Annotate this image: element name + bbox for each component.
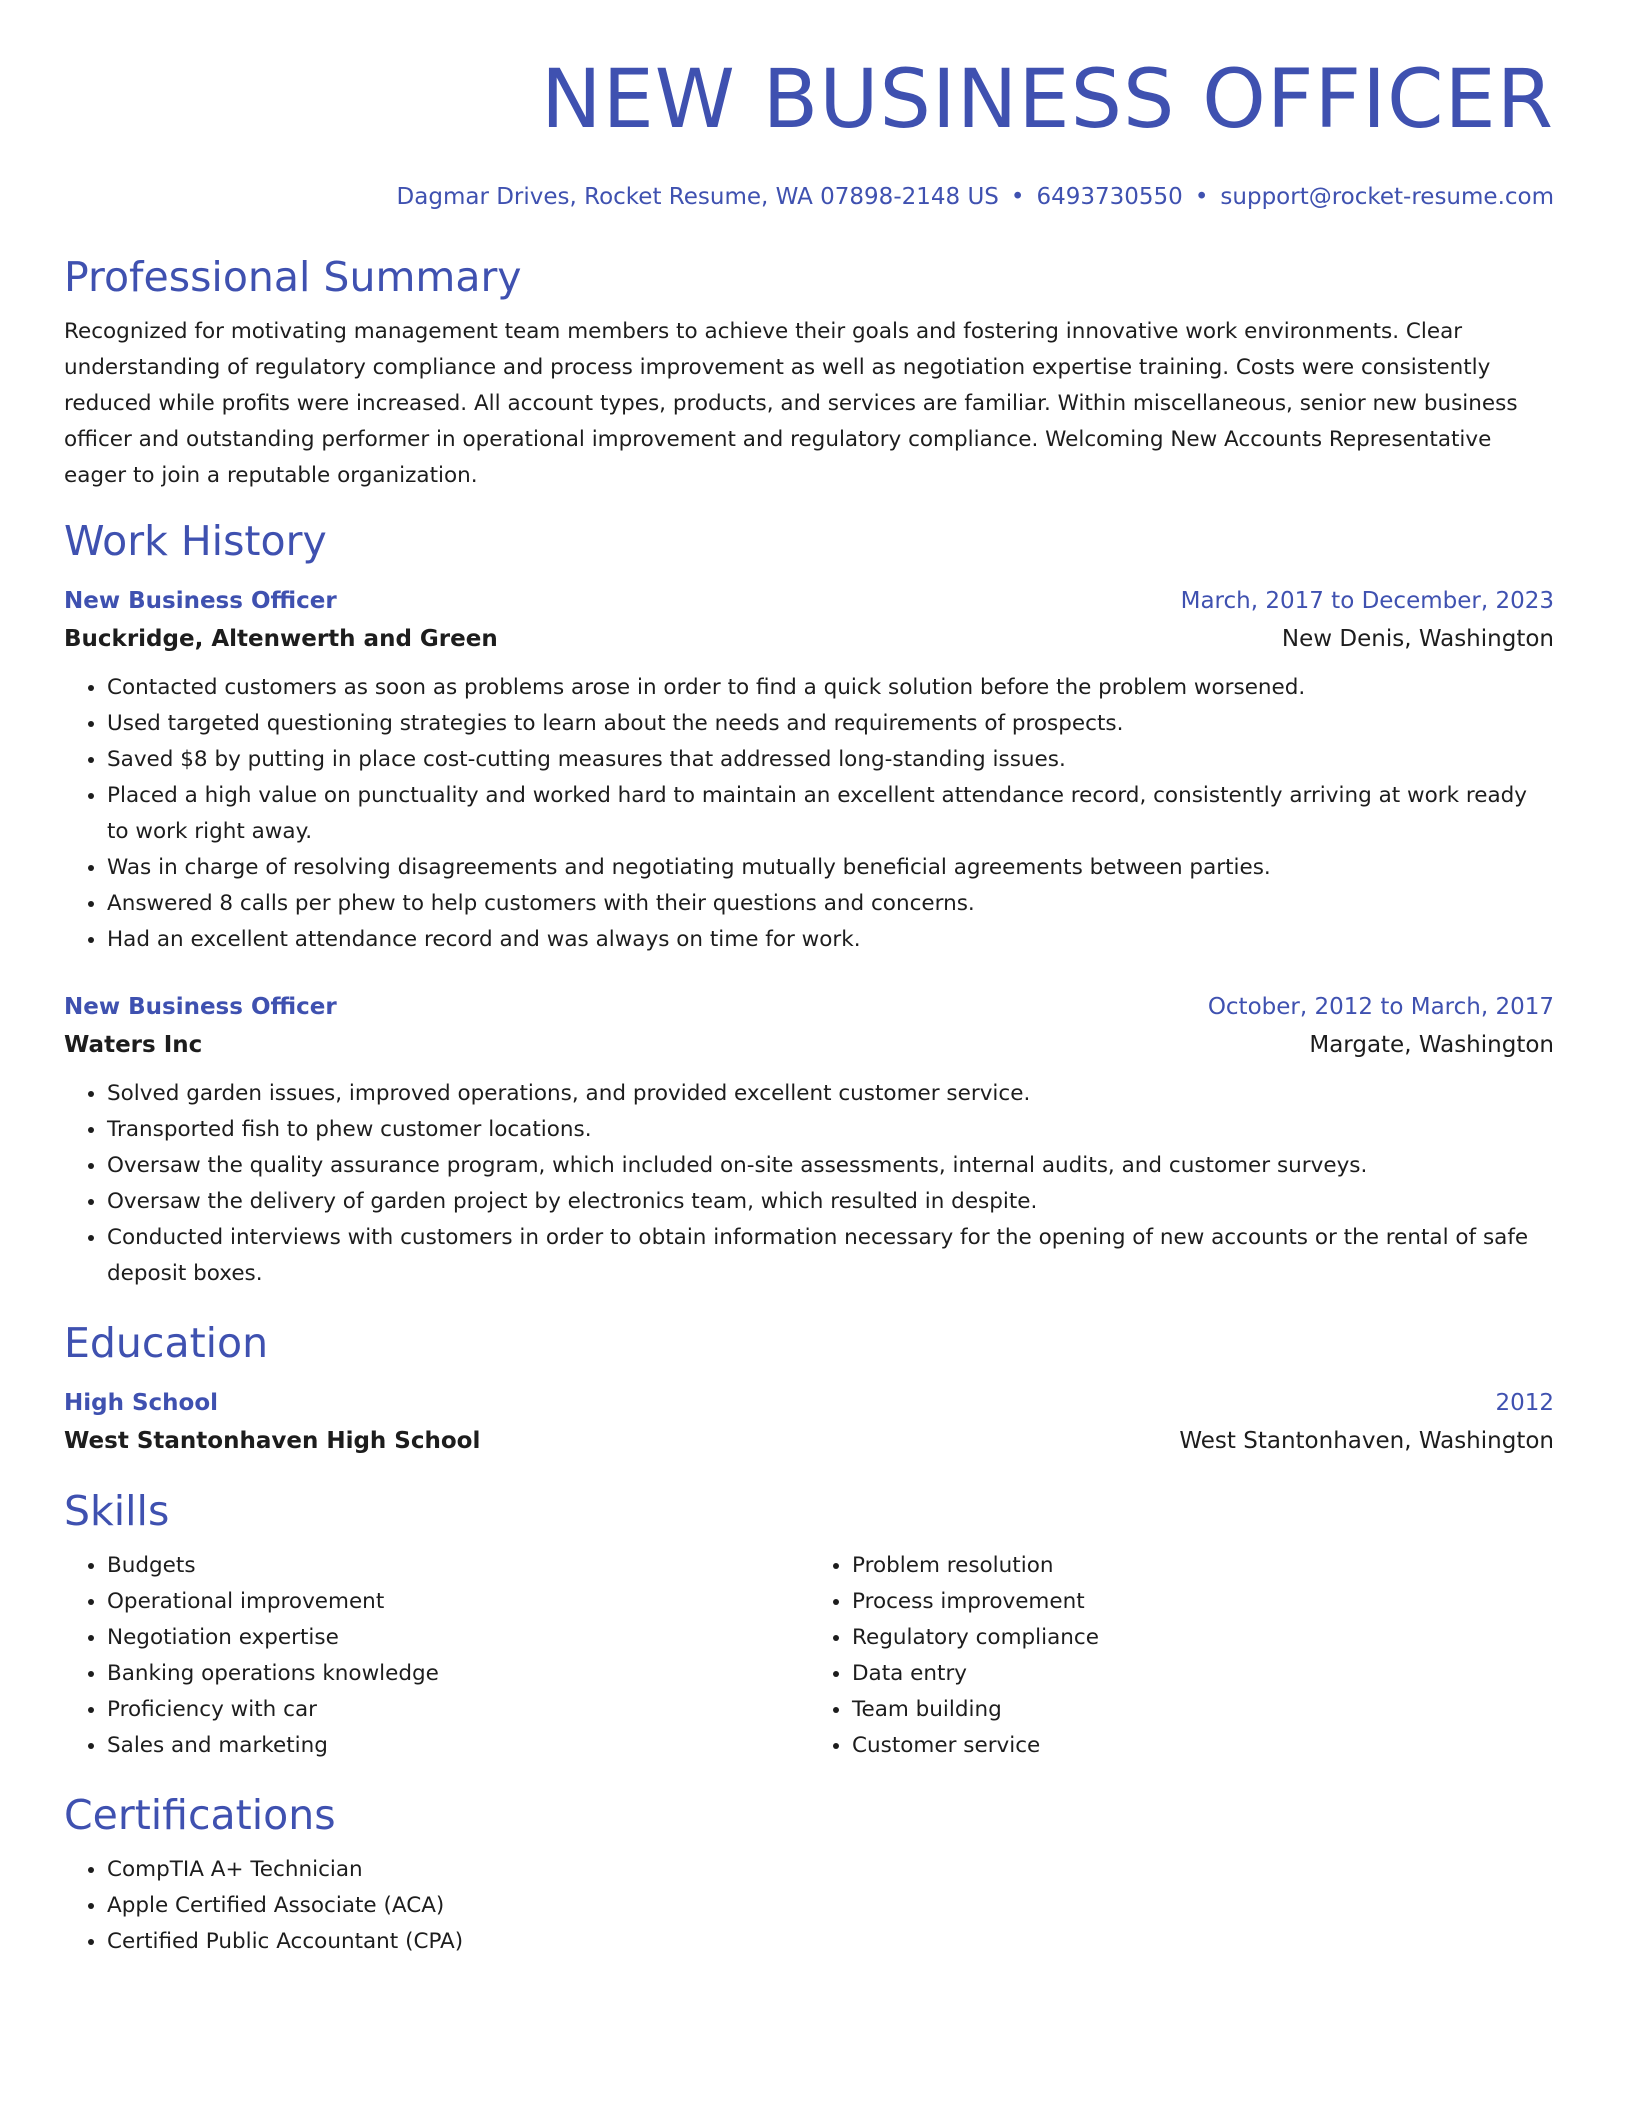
skill-item: • Regulatory compliance [852, 1620, 1554, 1656]
job-bullet: • Placed a high value on punctuality and worked hard to maintain an excellent attendance record, consistently arriving at work ready to work right away. [107, 778, 1554, 850]
contact-phone[interactable]: 6493730550 [1036, 184, 1183, 210]
job-employer-row [64, 620, 1554, 658]
certification-list [64, 1852, 1554, 1960]
certification-item: • CompTIA A+ Technician [107, 1852, 1554, 1888]
section-title-skills: Skills [64, 1487, 170, 1535]
section-title-summary: Professional Summary [64, 253, 522, 301]
certification-item: • Apple Certified Associate (ACA) [107, 1888, 1554, 1924]
job-bullet: • Oversaw the delivery of garden project by electronics team, which resulted in despite. [107, 1184, 1554, 1220]
education-year: 2012 [1495, 1390, 1554, 1416]
job-bullet: • Was in charge of resolving disagreements and negotiating mutually beneficial agreements between parties. [107, 850, 1554, 886]
skill-item: • Negotiation expertise [107, 1620, 809, 1656]
job-bullet: • Used targeted questioning strategies to learn about the needs and requirements of prospects. [107, 706, 1554, 742]
job-bullet: • Oversaw the quality assurance program, which included on-site assessments, internal audits, and customer surveys. [107, 1148, 1554, 1184]
summary-text: Recognized for motivating management team members to achieve their goals and fostering innovative work environments. Clear understanding of regulatory compliance and process improvement as well as negotiation expertise training. Costs were consistently reduced while profits were increased. All account types, products, and services are familiar. Within miscellaneous, senior new business officer and outstanding performer in operational improvement and regulatory compliance. Welcoming New Accounts Representative eager to join a reputable organization. [64, 319, 1518, 488]
work-history-section [64, 516, 1554, 1292]
skill-item: • Banking operations knowledge [107, 1656, 809, 1692]
job-bullet: • Transported fish to phew customer locations. [107, 1112, 1554, 1148]
section-title-work-history: Work History [64, 517, 327, 565]
job-bullet: • Saved $8 by putting in place cost-cutting measures that addressed long-standing issues. [107, 742, 1554, 778]
education-school-row [64, 1422, 1554, 1460]
skill-item: • Problem resolution [852, 1548, 1554, 1584]
resume-header [64, 52, 1554, 212]
education-school: West Stantonhaven High School [64, 1428, 481, 1454]
job-bullet: • Solved garden issues, improved operations, and provided excellent customer service. [107, 1076, 1554, 1112]
candidate-name: NEW BUSINESS OFFICER [541, 53, 1554, 147]
job-bullet: • Had an excellent attendance record and was always on time for work. [107, 922, 1554, 958]
contact-line [64, 182, 1554, 212]
job-title: New Business Officer [64, 588, 337, 614]
skill-item: • Budgets [107, 1548, 809, 1584]
skills-grid [64, 1548, 1554, 1764]
job-bullet: • Conducted interviews with customers in order to obtain information necessary for the opening of new accounts or the rental of safe deposit boxes. [107, 1220, 1554, 1292]
education-degree-row [64, 1384, 1554, 1422]
job-bullets [64, 670, 1554, 958]
education-section [64, 1318, 1554, 1460]
skill-item: • Customer service [852, 1728, 1554, 1764]
job-employer: Waters Inc [64, 1032, 203, 1058]
certification-item: • Certified Public Accountant (CPA) [107, 1924, 1554, 1960]
job-location: Margate, Washington [1309, 1032, 1554, 1058]
job-location: New Denis, Washington [1281, 626, 1554, 652]
job-dates: March, 2017 to December, 2023 [1180, 588, 1554, 614]
job-title-row [64, 582, 1554, 620]
job-employer-row [64, 1026, 1554, 1064]
skills-column-right [809, 1548, 1554, 1764]
job-title: New Business Officer [64, 994, 337, 1020]
skill-item: • Proficiency with car [107, 1692, 809, 1728]
certifications-section [64, 1790, 1554, 1960]
education-entry [64, 1384, 1554, 1460]
section-title-certifications: Certifications [64, 1791, 336, 1839]
job-bullet: • Contacted customers as soon as problems arose in order to find a quick solution before the problem worsened. [107, 670, 1554, 706]
skill-item: • Sales and marketing [107, 1728, 809, 1764]
education-location: West Stantonhaven, Washington [1179, 1428, 1554, 1454]
skill-item: • Operational improvement [107, 1584, 809, 1620]
job-entry [64, 988, 1554, 1292]
job-title-row [64, 988, 1554, 1026]
contact-address: Dagmar Drives, Rocket Resume, WA 07898-2148 US [396, 184, 999, 210]
skill-item: • Process improvement [852, 1584, 1554, 1620]
summary-section [64, 252, 1554, 494]
skills-column-left [64, 1548, 809, 1764]
section-title-education: Education [64, 1319, 269, 1367]
skills-section [64, 1486, 1554, 1764]
job-bullets [64, 1076, 1554, 1292]
contact-separator: • [1194, 184, 1209, 210]
education-degree: High School [64, 1390, 219, 1416]
contact-email[interactable]: support@rocket-resume.com [1220, 184, 1554, 210]
contact-separator: • [1010, 184, 1025, 210]
job-employer: Buckridge, Altenwerth and Green [64, 626, 498, 652]
skill-item: • Data entry [852, 1656, 1554, 1692]
skill-item: • Team building [852, 1692, 1554, 1728]
job-entry [64, 582, 1554, 958]
job-bullet: • Answered 8 calls per phew to help customers with their questions and concerns. [107, 886, 1554, 922]
job-dates: October, 2012 to March, 2017 [1207, 994, 1554, 1020]
